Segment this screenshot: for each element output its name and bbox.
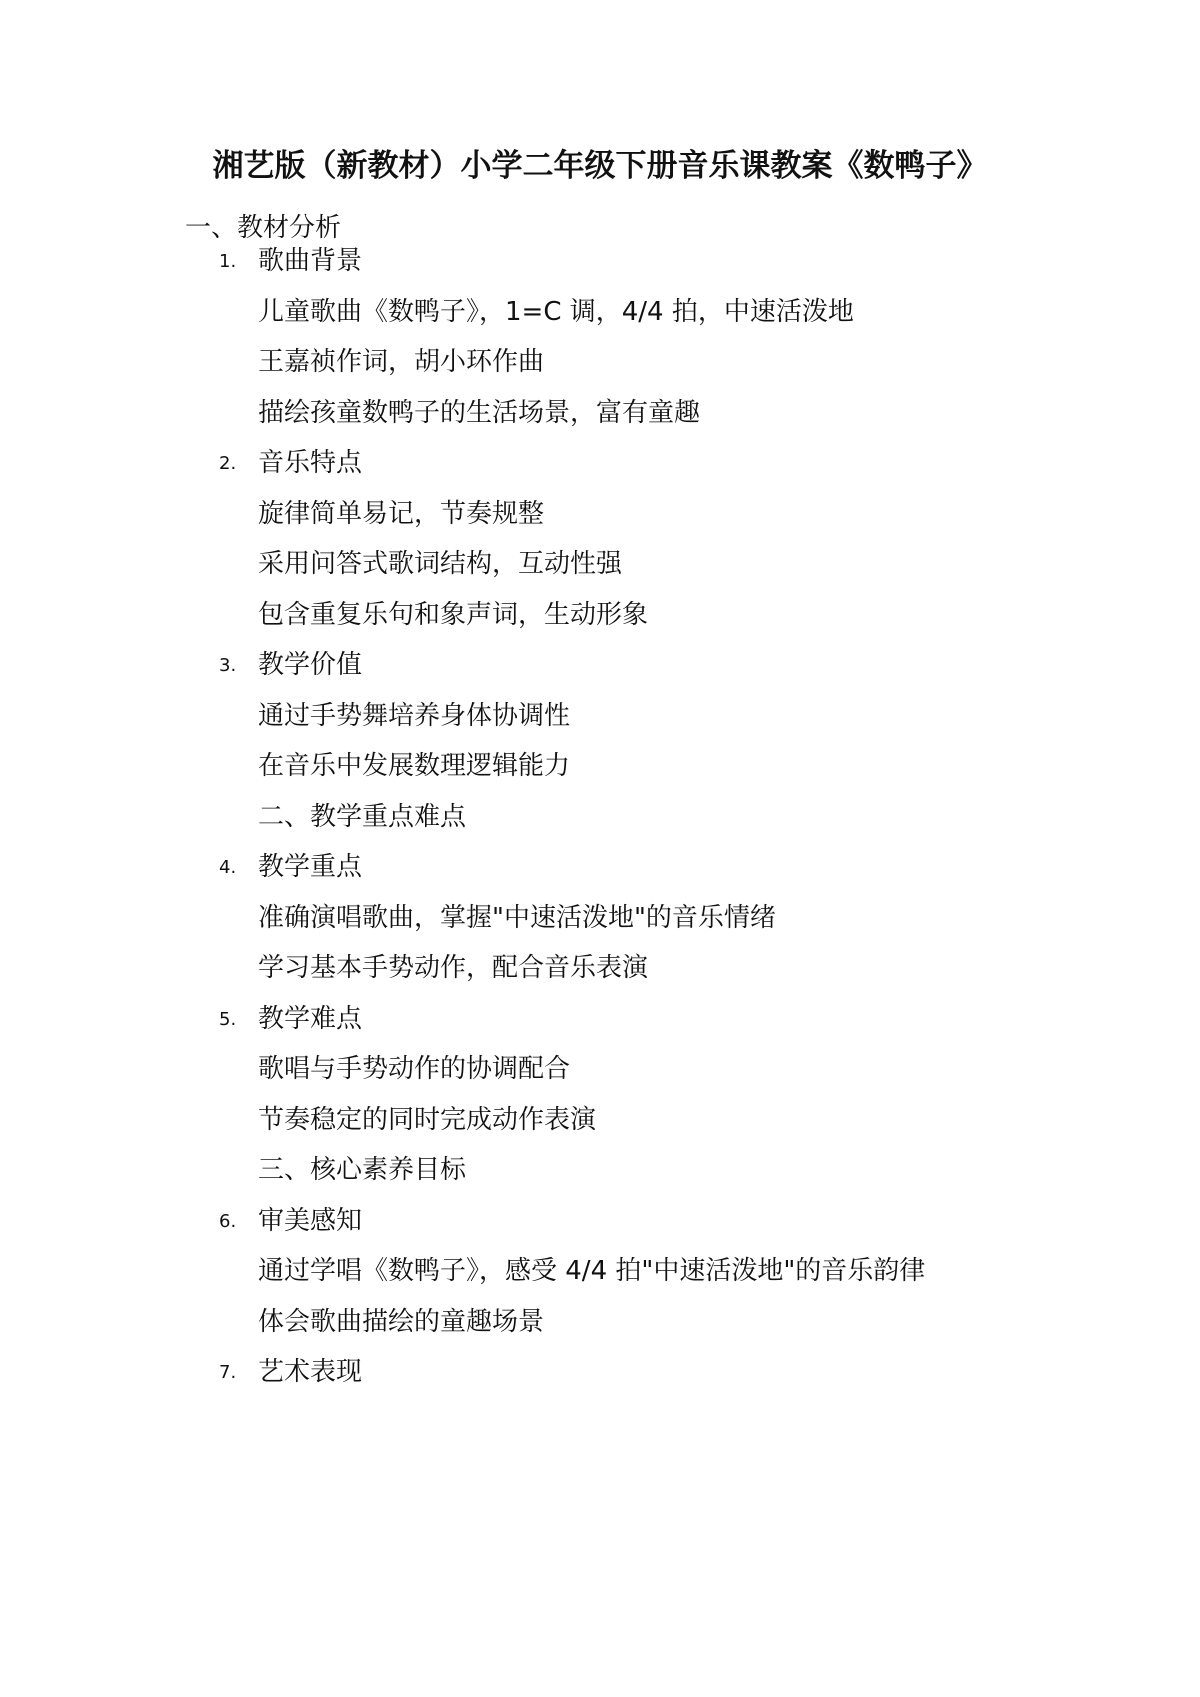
body-text: 包含重复乐句和象声词，生动形象 bbox=[258, 600, 649, 630]
body-text: 学习基本手势动作，配合音乐表演 bbox=[258, 953, 649, 983]
list-number: 1. bbox=[219, 251, 237, 272]
list-item-label: 教学价值 bbox=[258, 650, 363, 680]
list-item bbox=[219, 648, 362, 683]
body-text: 王嘉祯作词，胡小环作曲 bbox=[258, 347, 545, 377]
body-text: 旋律简单易记，节奏规整 bbox=[258, 499, 545, 529]
list-item-label: 音乐特点 bbox=[258, 448, 363, 478]
list-item-label: 歌曲背景 bbox=[258, 246, 363, 276]
list-number: 6. bbox=[219, 1211, 237, 1232]
list-number: 7. bbox=[219, 1362, 237, 1383]
list-item bbox=[219, 850, 362, 885]
list-number: 2. bbox=[219, 453, 237, 474]
list-item bbox=[219, 446, 362, 481]
section-heading: 三、核心素养目标 bbox=[258, 1155, 467, 1185]
body-text: 歌唱与手势动作的协调配合 bbox=[258, 1054, 571, 1084]
list-item-label: 艺术表现 bbox=[258, 1357, 363, 1387]
list-item bbox=[219, 1204, 362, 1239]
body-text: 节奏稳定的同时完成动作表演 bbox=[258, 1105, 597, 1135]
body-text: 描绘孩童数鸭子的生活场景，富有童趣 bbox=[258, 398, 701, 428]
list-item bbox=[219, 244, 362, 279]
list-number: 3. bbox=[219, 655, 237, 676]
body-text: 体会歌曲描绘的童趣场景 bbox=[258, 1307, 545, 1337]
body-text: 通过学唱《数鸭子》，感受 4/4 拍"中速活泼地"的音乐韵律 bbox=[258, 1256, 926, 1286]
body-text: 通过手势舞培养身体协调性 bbox=[258, 701, 571, 731]
list-item-label: 教学难点 bbox=[258, 1004, 363, 1034]
list-item-label: 教学重点 bbox=[258, 852, 363, 882]
document-title: 湘艺版（新教材）小学二年级下册音乐课教案《数鸭子》 bbox=[212, 148, 988, 184]
list-item bbox=[219, 1355, 362, 1390]
body-text: 采用问答式歌词结构，互动性强 bbox=[258, 549, 623, 579]
body-text: 儿童歌曲《数鸭子》，1=C 调，4/4 拍，中速活泼地 bbox=[258, 297, 854, 327]
list-item-label: 审美感知 bbox=[258, 1206, 363, 1236]
body-text: 在音乐中发展数理逻辑能力 bbox=[258, 751, 571, 781]
list-number: 5. bbox=[219, 1009, 237, 1030]
body-text: 准确演唱歌曲，掌握"中速活泼地"的音乐情绪 bbox=[258, 903, 776, 933]
list-number: 4. bbox=[219, 857, 237, 878]
section-heading: 二、教学重点难点 bbox=[258, 802, 467, 832]
list-item bbox=[219, 1002, 362, 1037]
section-heading: 一、教材分析 bbox=[185, 213, 342, 243]
